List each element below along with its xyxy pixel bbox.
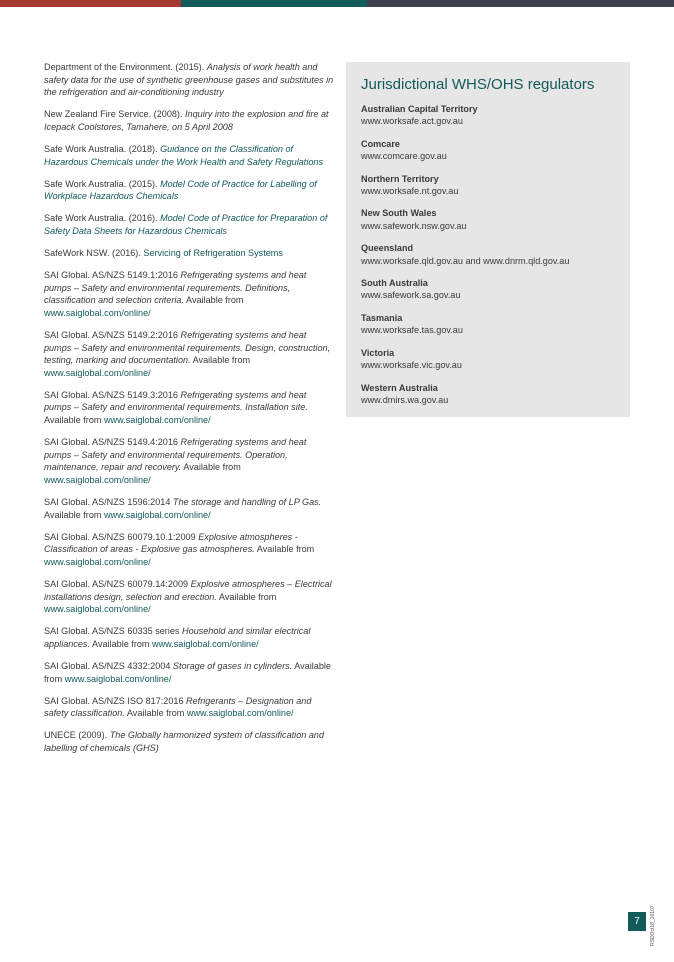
reference-availability: Available from: [90, 638, 153, 649]
regulator-name: Northern Territory: [361, 173, 439, 184]
reference-author: SAI Global. AS/NZS 5149.3:2016: [44, 389, 181, 400]
reference-title: Refrigerating systems and heat pumps – Safety and environmental requirements. Operation, maintenance, repair and recovery.: [44, 437, 307, 473]
page-number-badge: 7: [628, 912, 646, 931]
reference-title: Inquiry into the explosion and fire at Icepack Coolstores, Tamahere, on 5 April 2008: [44, 109, 329, 132]
reference-item: [44, 729, 334, 754]
reference-link[interactable]: www.saiglobal.com/online/: [152, 638, 259, 649]
reference-title: Storage of gases in cylinders.: [172, 660, 293, 671]
reference-author: SAI Global. AS/NZS 60335 series: [44, 626, 182, 637]
reference-item: [44, 108, 334, 133]
regulator-item: [361, 103, 615, 128]
regulator-item: [361, 242, 615, 267]
regulator-item: [361, 277, 615, 302]
reference-link[interactable]: www.saiglobal.com/online/: [186, 708, 294, 719]
reference-link[interactable]: www.saiglobal.com/online/: [64, 673, 172, 684]
reference-title: Analysis of work health and safety data for the use of synthetic greenhouse gases and substitutes in the refrigeration and air-conditioning industry: [44, 62, 334, 98]
reference-item: [44, 61, 334, 99]
references-list: [44, 61, 334, 764]
reference-availability: Available from: [44, 660, 331, 684]
regulator-url[interactable]: www.safework.nsw.gov.au: [361, 220, 467, 231]
reference-item: [44, 329, 334, 379]
reference-link[interactable]: www.saiglobal.com/online/: [103, 509, 211, 520]
reference-author: SAI Global. AS/NZS 5149.4:2016: [44, 437, 181, 448]
reference-title: The Globally harmonized system of classification and labelling of chemicals (GHS): [44, 730, 325, 753]
top-bar-teal-segment: [181, 0, 367, 7]
panel-title: Jurisdictional WHS/OHS regulators: [361, 76, 595, 93]
regulator-url[interactable]: www.worksafe.vic.gov.au: [361, 360, 462, 371]
regulators-panel: [346, 62, 630, 417]
reference-title-link[interactable]: Servicing of Refrigeration Systems: [143, 248, 283, 259]
regulator-name: New South Wales: [361, 208, 437, 219]
reference-availability: Available from: [44, 415, 104, 426]
top-bar-red-segment: [0, 0, 181, 7]
reference-item: [44, 578, 334, 616]
reference-author: New Zealand Fire Service. (2008).: [44, 109, 186, 120]
regulator-item: [361, 173, 615, 198]
reference-title: Explosive atmospheres – Electrical installations design, selection and erection.: [44, 579, 332, 602]
regulator-name: Queensland: [361, 243, 414, 254]
reference-link[interactable]: www.saiglobal.com/online/: [44, 367, 151, 378]
reference-author: SAI Global. AS/NZS 60079.14:2009: [44, 579, 191, 589]
reference-author: Department of the Environment. (2015).: [44, 62, 207, 72]
reference-availability: Available from: [254, 544, 315, 555]
regulator-item: [361, 207, 615, 232]
regulator-item: [361, 138, 615, 163]
reference-title: Model Code of Practice for Labelling of Workplace Hazardous Chemicals: [44, 178, 317, 202]
reference-link[interactable]: www.saiglobal.com/online/: [44, 474, 151, 485]
reference-author: SAI Global. AS/NZS ISO 817:2016: [44, 695, 187, 706]
reference-item: [44, 212, 334, 237]
reference-author: Safe Work Australia. (2016).: [44, 213, 161, 224]
regulator-url[interactable]: www.worksafe.qld.gov.au and www.dnrm.qld.gov.au: [361, 255, 570, 266]
reference-availability: Available from: [181, 462, 241, 473]
document-code: RSDOct18_16107: [650, 905, 656, 946]
reference-item: [44, 695, 334, 720]
reference-item: [44, 436, 334, 486]
reference-author: SAI Global. AS/NZS 1596:2014: [44, 497, 173, 508]
reference-title: Refrigerating systems and heat pumps – Safety and environmental requirements. Installation site.: [44, 389, 308, 413]
regulator-name: Victoria: [361, 347, 395, 358]
reference-author: SAI Global. AS/NZS 4332:2004: [44, 660, 173, 671]
reference-title: The storage and handling of LP Gas.: [172, 497, 322, 508]
reference-item: [44, 496, 334, 521]
top-bar-slate-segment: [367, 0, 674, 7]
reference-title: Refrigerating systems and heat pumps – Safety and environmental requirements. Design, construction, testing, marking and documentation.: [44, 330, 331, 366]
reference-availability: Available from: [190, 355, 251, 366]
reference-title: Refrigerating systems and heat pumps – Safety and environmental requirements. Definitions, classification and selection criteria.: [44, 270, 307, 306]
reference-author: SAI Global. AS/NZS 5149.1:2016: [44, 270, 181, 281]
reference-link[interactable]: www.saiglobal.com/online/: [44, 307, 151, 318]
regulator-name: Tasmania: [361, 312, 403, 323]
regulator-name: Comcare: [361, 138, 400, 149]
reference-title: Refrigerants – Designation and safety classification.: [44, 695, 312, 719]
regulator-item: [361, 347, 615, 372]
reference-item: [44, 660, 334, 685]
regulator-item: [361, 382, 615, 407]
regulator-item: [361, 312, 615, 337]
reference-item: [44, 531, 334, 569]
regulator-url[interactable]: www.worksafe.act.gov.au: [361, 116, 463, 127]
reference-title: Guidance on the Classification of Hazardous Chemicals under the Work Health and Safety Regulations: [44, 143, 324, 167]
reference-link[interactable]: www.saiglobal.com/online/: [44, 604, 151, 615]
reference-item: [44, 389, 334, 427]
reference-author: SAI Global. AS/NZS 5149.2:2016: [44, 330, 181, 340]
regulator-name: Australian Capital Territory: [361, 104, 478, 114]
reference-availability: Available from: [44, 509, 104, 520]
reference-item: [44, 625, 334, 650]
reference-author: SafeWork NSW. (2016).: [44, 248, 144, 259]
reference-availability: Available from: [184, 295, 244, 306]
regulator-url[interactable]: www.worksafe.nt.gov.au: [361, 186, 459, 197]
regulator-url[interactable]: www.worksafe.tas.gov.au: [361, 325, 463, 336]
regulator-url[interactable]: www.dmirs.wa.gov.au: [361, 394, 449, 405]
reference-author: Safe Work Australia. (2015).: [44, 178, 161, 189]
top-color-bar: [0, 0, 674, 7]
regulator-url[interactable]: www.safework.sa.gov.au: [361, 290, 461, 301]
reference-author: UNECE (2009).: [44, 730, 110, 741]
regulator-url[interactable]: www.comcare.gov.au: [361, 151, 447, 162]
reference-availability: Available from: [124, 708, 187, 719]
regulator-name: Western Australia: [361, 382, 438, 393]
reference-title: Model Code of Practice for Preparation of Safety Data Sheets for Hazardous Chemicals: [44, 213, 328, 236]
reference-link[interactable]: www.saiglobal.com/online/: [103, 415, 211, 426]
reference-item: [44, 269, 334, 319]
reference-title: Household and similar electrical appliances.: [44, 626, 311, 649]
reference-availability: Available from: [216, 591, 277, 602]
reference-author: SAI Global. AS/NZS 60079.10.1:2009: [44, 531, 199, 542]
reference-author: Safe Work Australia. (2018).: [44, 143, 161, 154]
regulators-list: [361, 103, 615, 406]
reference-title: Explosive atmospheres - Classification of areas - Explosive gas atmospheres.: [44, 531, 298, 555]
reference-item: [44, 143, 334, 168]
regulator-name: South Australia: [361, 278, 428, 289]
reference-item: [44, 178, 334, 203]
reference-link[interactable]: www.saiglobal.com/online/: [44, 556, 151, 567]
reference-item: [44, 247, 334, 260]
